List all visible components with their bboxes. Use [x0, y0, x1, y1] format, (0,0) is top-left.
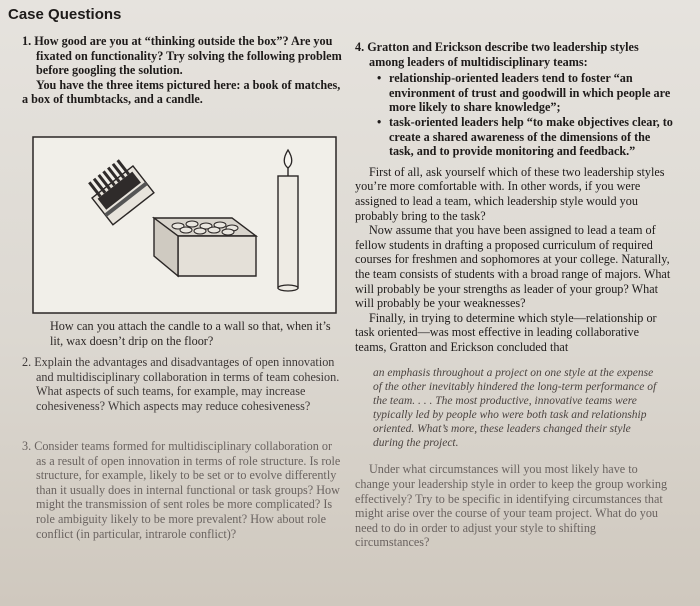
- question-2-text: Explain the advantages and disadvantages of open innovation and multidisciplinary collaboration in terms of team cohesion. What aspects of such teams, for example, may increase cohesiveness? Which aspects may reduce cohesiveness?: [34, 355, 340, 413]
- thumbtack-box-icon: [154, 218, 256, 276]
- list-item: • relationship-oriented leaders tend to foster “an environment of trust and goodwill in which people are more likely to share knowledge”;: [377, 71, 673, 115]
- question-1-number: 1.: [22, 34, 32, 48]
- question-1-detail: You have the three items pictured here: a book of matches, a box of thumbtacks, and a candle.: [22, 77, 341, 107]
- question-2: [22, 355, 342, 413]
- illustration-caption: How can you attach the candle to a wall so that, when it’s lit, wax doesn’t drip on the floor?: [50, 319, 331, 348]
- question-3-number: 3.: [22, 439, 32, 453]
- gratton-erickson-quote: an emphasis throughout a project on one style at the expense of the other inevitably hindered the long-term performance of the team. . . . The most productive, innovative teams were typically led by people who were both task and relationship oriented. What’s more, these leaders changed their style during the project.: [373, 367, 657, 450]
- question-4-number: 4.: [355, 40, 365, 54]
- section-heading: Case Questions: [8, 6, 122, 23]
- question-2-paragraph: [22, 355, 342, 413]
- question-2-number: 2.: [22, 355, 32, 369]
- question-4-paragraph-3: Finally, in trying to determine which style—relationship or task oriented—was most effective in leading collaborative teams, Gratton and Erickson concluded that: [355, 310, 657, 354]
- question-4-paragraph-1: First of all, ask yourself which of these two leadership styles you’re more comfortable with. In other words, if you were assigned to lead a team, which leadership style would you probably bring to the task?: [355, 164, 665, 223]
- question-1-text: How good are you at “thinking outside the box”? Are you fixated on functionality? Try solving the following problem before googling the solution.: [34, 34, 342, 78]
- list-item: • task-oriented leaders help “to make objectives clear, to create a shared awareness of the dimensions of the task, and to provide monitoring and feedback.”: [377, 115, 673, 159]
- question-4-intro-text: Gratton and Erickson describe two leadership styles among leaders of multidisciplinary teams:: [367, 40, 639, 69]
- right-column: [355, 40, 673, 550]
- question-4-paragraph-2: Now assume that you have been assigned to lead a team of fellow students in drafting a proposed curriculum of required courses for freshmen and sophomores at your college. Naturally, the team consists of students with a broad range of majors. What will probably be your strengths as leader of your group? What will probably be your weaknesses?: [355, 223, 671, 311]
- question-4-intro: [355, 40, 673, 69]
- candle-problem-illustration: [32, 136, 337, 314]
- question-3-text: Consider teams formed for multidisciplinary collaboration or as a result of open innovation in terms of role structure. Is role structure, for example, likely to be set or to evolve differently than it usually does in internal functional or task groups? How might the transmission of sent roles be more complicated? Is role ambiguity likely to be more prevalent? How about role conflict (in particular, intrarole conflict)?: [34, 439, 341, 541]
- left-column: [22, 34, 342, 107]
- question-1: [22, 34, 342, 78]
- question-3: [22, 439, 342, 541]
- leadership-styles-list: [355, 71, 673, 159]
- question-3-paragraph: [22, 439, 342, 541]
- question-4-paragraph-4: Under what circumstances will you most likely have to change your leadership style in order to keep the group working effectively? Try to be specific in identifying circumstances that might arise over the course of your team project. What do you need to do in order to adjust your style to shifting circumstances?: [355, 462, 668, 550]
